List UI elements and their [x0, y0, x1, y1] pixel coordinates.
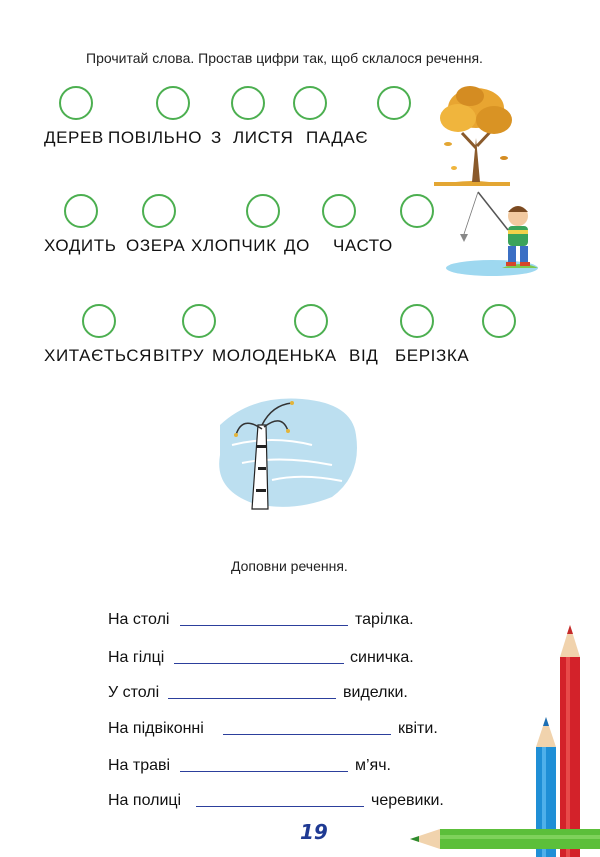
answer-blank[interactable]: [168, 698, 336, 699]
word: ЛИСТЯ: [233, 128, 294, 147]
sentence-start: На гілці: [108, 649, 165, 666]
sentence-start: У столі: [108, 684, 160, 701]
answer-circle[interactable]: [322, 194, 356, 228]
word: ХОДИТЬ: [44, 236, 117, 255]
sentence-end: черевики.: [371, 792, 444, 809]
word: ДЕРЕВ: [44, 128, 104, 147]
word: ПОВІЛЬНО: [108, 128, 203, 147]
word: ЧАСТО: [333, 236, 393, 255]
word: ХЛОПЧИК: [191, 236, 277, 255]
sentence-start: На столі: [108, 611, 170, 628]
sentence-end: виделки.: [343, 684, 408, 701]
answer-circle[interactable]: [482, 304, 516, 338]
answer-blank[interactable]: [174, 663, 344, 664]
answer-circle[interactable]: [293, 86, 327, 120]
sentence-end: синичка.: [350, 649, 414, 666]
sentence-start: На підвіконні: [108, 720, 204, 737]
pencils-icon: [400, 617, 600, 857]
answer-circle[interactable]: [246, 194, 280, 228]
sentence-end: м’яч.: [355, 757, 391, 774]
answer-circle[interactable]: [400, 194, 434, 228]
answer-circle[interactable]: [377, 86, 411, 120]
sentence-end: тарілка.: [355, 611, 414, 628]
autumn-tree-icon: [432, 78, 522, 188]
boy-fishing-icon: [442, 190, 538, 280]
answer-circle[interactable]: [156, 86, 190, 120]
word: ВІД: [349, 346, 379, 365]
task2-instruction: Доповни речення.: [231, 558, 348, 574]
answer-circle[interactable]: [182, 304, 216, 338]
birch-wind-icon: [212, 385, 362, 515]
answer-blank[interactable]: [196, 806, 364, 807]
page-number: 19: [300, 820, 328, 844]
answer-circle[interactable]: [82, 304, 116, 338]
answer-circle[interactable]: [231, 86, 265, 120]
answer-circle[interactable]: [64, 194, 98, 228]
word: МОЛОДЕНЬКА: [212, 346, 337, 365]
answer-blank[interactable]: [180, 771, 348, 772]
word: З: [211, 128, 222, 147]
word: БЕРІЗКА: [395, 346, 470, 365]
answer-circle[interactable]: [400, 304, 434, 338]
sentence-start: На полиці: [108, 792, 182, 809]
sentence-end: квіти.: [398, 720, 438, 737]
word: ОЗЕРА: [126, 236, 186, 255]
word: ПАДАЄ: [306, 128, 369, 147]
word: ДО: [284, 236, 310, 255]
word: ХИТАЄТЬСЯ: [44, 346, 153, 365]
word: ВІТРУ: [153, 346, 205, 365]
task1-instruction: Прочитай слова. Простав цифри так, щоб склалося речення.: [86, 50, 483, 66]
sentence-start: На траві: [108, 757, 171, 774]
answer-circle[interactable]: [142, 194, 176, 228]
answer-circle[interactable]: [59, 86, 93, 120]
answer-blank[interactable]: [180, 625, 348, 626]
answer-circle[interactable]: [294, 304, 328, 338]
answer-blank[interactable]: [223, 734, 391, 735]
